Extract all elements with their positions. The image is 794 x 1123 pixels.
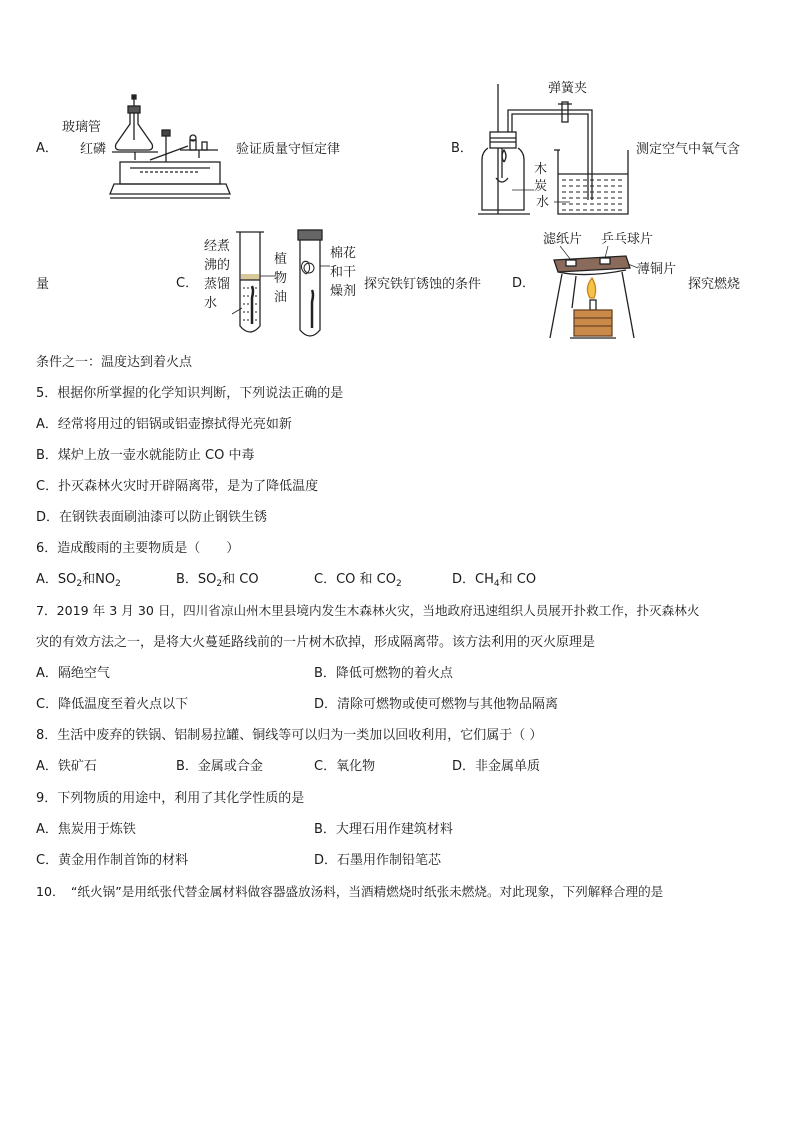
q5-option-c: C．扑灭森林火灾时开辟隔离带，是为了降低温度 [36,479,319,494]
boiled-water-label-line: 经煮 [204,239,231,254]
cotton-desiccant-label-line: 燥剂 [330,284,357,299]
q7-stem-line1: 7．2019 年 3 月 30 日，四川省凉山州木里县境内发生木森林火灾，当地政府迅速组织人员展开扑救工作，扑灭森林火 [36,603,700,618]
cotton-desiccant-label-line: 和干 [330,265,357,280]
q6-stem: 6．造成酸雨的主要物质是（ ） [36,541,240,556]
red-phosphorus-label: 红磷 [80,142,107,157]
q5-option-a: A．经常将用过的铝锅或铝壶擦拭得光亮如新 [36,417,292,432]
boiled-water-label-line: 水 [204,296,218,311]
iron-rust-tubes-figure [232,230,332,340]
copper-sheet-label: 薄铜片 [637,262,677,277]
water-label: 水 [536,195,550,210]
figure-b-caption: 测定空气中氧气含 [636,142,741,157]
figure-b-caption-continued: 量 [36,277,50,292]
q7-stem-line2: 灾的有效方法之一，是将大火蔓延路线前的一片树木砍掉，形成隔离带。该方法利用的灭火原理是 [36,635,596,650]
q6-a-sub: 2 [76,579,83,589]
q5-stem: 5．根据你所掌握的化学知识判断，下列说法正确的是 [36,386,344,401]
q9-option-c: C．黄金用作制首饰的材料 [36,853,189,868]
q6-option-b [176,572,259,589]
q8-option-a: A．铁矿石 [36,759,97,774]
vegetable-oil-label-line: 植 [274,252,288,267]
cotton-desiccant-label-line: 棉花 [330,246,357,261]
q9-option-b: B．大理石用作建筑材料 [314,822,453,837]
figure-d-caption: 探究燃烧 [688,277,741,292]
oxygen-measurement-figure [474,80,634,220]
q6-b-text: B．SO [176,572,217,587]
charcoal-label-2: 炭 [534,179,548,194]
q7-option-b: B．降低可燃物的着火点 [314,666,453,681]
q8-option-c: C．氧化物 [314,759,376,774]
pingpong-label: 乒乓球片 [601,232,654,247]
q6-d-sub: 4 [493,579,500,589]
option-d-label: D． [512,276,536,291]
q5-option-b: B．煤炉上放一壶水就能防止 CO 中毒 [36,448,255,463]
q6-c-sub: 2 [395,579,402,589]
q6-option-a [36,572,121,589]
figure-a-caption: 验证质量守恒定律 [236,142,341,157]
glass-tube-label: 玻璃管 [62,120,102,135]
q6-d-text2: 和 CO [499,572,537,587]
cotton-desiccant-label [330,244,356,301]
q7-option-d: D．清除可燃物或使可燃物与其他物品隔离 [314,697,559,712]
spring-clip-label: 弹簧夹 [548,81,588,96]
q6-a-text2: 和NO [82,572,116,587]
option-a-label: A． [36,141,58,156]
option-c-label: C． [176,276,199,291]
q6-b-sub: 2 [216,579,223,589]
q5-option-d: D．在钢铁表面刷油漆可以防止钢铁生锈 [36,510,268,525]
q9-stem: 9．下列物质的用途中，利用了其化学性质的是 [36,791,305,806]
q6-a-sub2: 2 [115,579,121,589]
q6-b-text2: 和 CO [222,572,259,587]
charcoal-label-1: 木 [534,162,548,177]
figure-d-caption-continued: 条件之一：温度达到着火点 [36,355,193,370]
q6-a-text: A．SO [36,572,77,587]
boiled-water-label-line: 沸的 [204,258,231,273]
filter-paper-label: 滤纸片 [543,232,583,247]
q9-option-d: D．石墨用作制铅笔芯 [314,853,442,868]
boiled-water-label [204,237,230,313]
q6-d-text: D．CH [452,572,494,587]
vegetable-oil-label-line: 物 [274,271,288,286]
q7-option-a: A．隔绝空气 [36,666,110,681]
option-b-label: B． [451,141,473,156]
balance-apparatus-figure [110,92,240,207]
q8-stem: 8．生活中废弃的铁锅、铝制易拉罐、铜线等可以归为一类加以回收利用，它们属于（ ） [36,728,543,743]
vegetable-oil-label-line: 油 [274,290,288,305]
q6-c-text: C．CO 和 CO [314,572,396,587]
boiled-water-label-line: 蒸馏 [204,277,231,292]
q10-stem: 10． “纸火锅”是用纸张代替金属材料做容器盛放汤料，当酒精燃烧时纸张未燃烧。对此现象，下列解释合理的是 [36,884,664,899]
q8-option-b: B．金属或合金 [176,759,263,774]
q9-option-a: A．焦炭用于炼铁 [36,822,136,837]
combustion-figure [546,248,646,343]
q7-option-c: C．降低温度至着火点以下 [36,697,189,712]
figure-c-caption: 探究铁钉锈蚀的条件 [364,277,482,292]
q6-option-c [314,572,402,589]
q6-option-d [452,572,537,589]
q8-option-d: D．非金属单质 [452,759,541,774]
